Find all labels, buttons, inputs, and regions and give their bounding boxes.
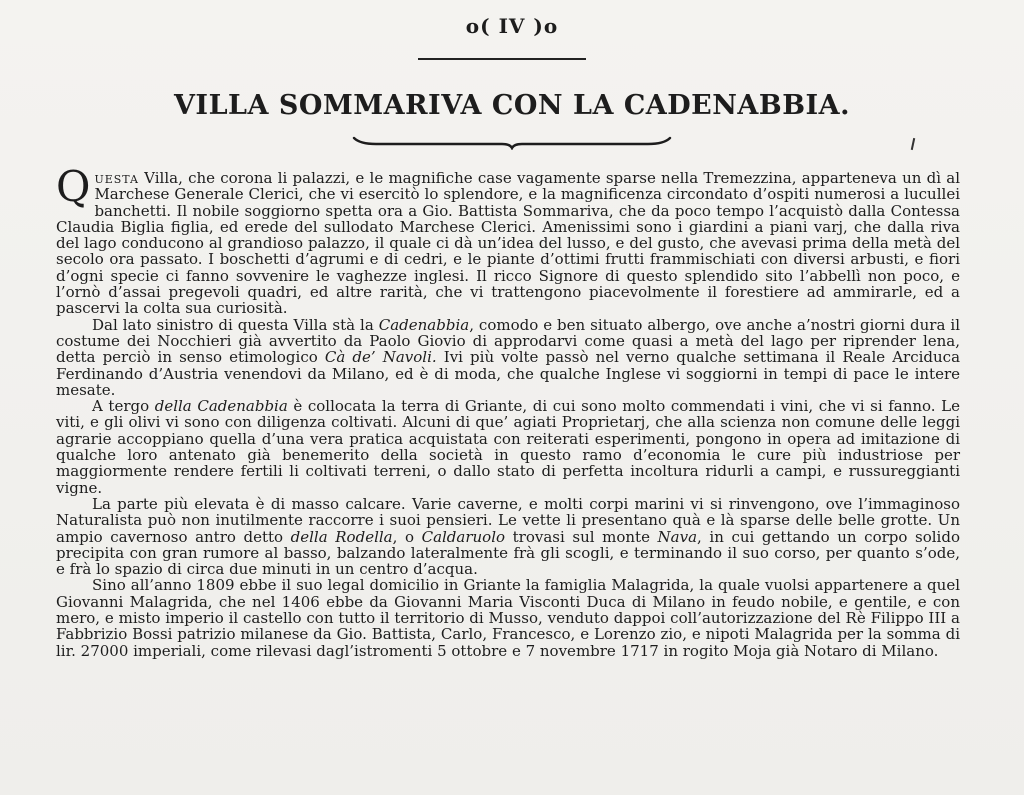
paragraph-3-text-b: è collocata la terra di Griante, di cui sono molto commendati i vini, che vi si fanno. Le viti, e gli olivi vi sono con diligenza coltivati. Alcuni di que’ agiati Proprietarj, che alla scienza non comune delle leggi agrarie accoppiano quella d’una vera pratica acquistata con reiterati esperimenti, pongono in opera ad imitazione di qualche loro antenato già benemerito della società in questo ramo d’economia le cure più industriose per maggiormente rendere fertili li coltivati terreni, o dallo stato di perfetta incoltura ridurli a campi, e russureggianti vigne. [56,397,961,497]
paragraph-1-text: Villa, che corona li palazzi, e le magnifiche case vagamente sparse nella Tremezzina, apparteneva un dì al Marchese Generale Clerici, che vi esercitò lo splendore, e la magnificenza circondato d’ospiti numerosi a lucullei banchetti. Il nobile soggiorno spetta ora a Gio. Battista Sommariva, che da poco tempo l’acquistò dalla Contessa Claudia Biglia figlia, ed erede del sullodato Marchese Clerici. Amenissimi sono i giardini a piani varj, che dalla riva del lago conducono al grandioso palazzo, il quale ci dà un’idea del lusso, e del gusto, che avevasi prima della metà del secolo ora passato. I boschetti d’agrumi e di cedri, e le piante d’ottimi frutti frammischiati con diversi arbusti, e fiori d’ogni specie ci fanno sovvenire le vaghezze inglesi. Il ricco Signore di questo splendido sito l’abbellì non poco, e l’ornò d’assai pregevoli quadri, ed altre rarità, che vi trattengono piacevolmente il forestiere ad ammirarle, ed a pascervi la colta sua curiosità. [56,169,960,318]
paragraph-5 [56,577,960,658]
italic-cadenabbia: Cadenabbia [378,315,470,334]
paragraph-2-text-a: Dal lato sinistro di questa Villa stà la [92,315,379,334]
paragraph-3-text-a: A tergo [92,397,155,416]
page-number: o( IV )o [465,14,559,38]
paragraph-4-text-b: , o [392,527,422,546]
italic-ca-de-navoli: Cà de’ Navoli. [324,348,437,367]
paragraph-5-text: Sino all’anno 1809 ebbe il suo legal domicilio in Griante la famiglia Malagrida, la quale vuolsi appartenere a quel Giovanni Malagrida, che nel 1406 ebbe da Giovanni Maria Visconti Duca di Milano in feudo nobile, e gentile, e con mero, e misto imperio il castello con tutto il territorio di Musso, venduto dappoi coll’autorizzazione del Rè Filippo III a Fabbrizio Bossi patrizio milanese da Gio. Battista, Carlo, Francesco, e Lorenzo zio, e nipoti Malagrida per la somma di lir. 27000 imperiali, come rilevasi dagl’istromenti 5 ottobre e 7 novembre 1717 in rogito Moja già Notaro di Milano. [56,576,960,660]
paragraph-4 [56,496,960,577]
paragraph-2 [56,317,960,398]
drop-cap: Q [56,162,91,211]
stray-ink-mark [911,138,915,150]
paragraph-1 [56,162,960,318]
italic-nava: Nava [657,527,698,546]
italic-della-cadenabbia: della Cadenabbia [154,397,288,416]
opening-small-caps: uesta [94,169,139,187]
paragraph-4-text-d: , in cui gettando un corpo solido precipita con gran rumore al basso, balzando lateralmente frà gli scogli, e terminando il suo corso, per quanto s’ode, e frà lo spazio di circa due minuti in un centro d’acqua. [56,527,960,579]
paragraph-3 [56,398,960,496]
page-title: VILLA SOMMARIVA CON LA CADENABBIA. [173,90,850,121]
paragraph-2-text-b: , comodo e ben situato albergo, ove anche a’nostri giorni dura il costume dei Nocchieri già avvertito da Paolo Giovio di approdarvi come quasi a metà del lago per riprender lena, detta perciò in senso etimologico [56,315,960,367]
title-ornament [352,134,672,150]
paragraph-4-text-c: trovasi sul monte [505,527,658,546]
paragraph-4-text-a: La parte più elevata è di masso calcare. Varie caverne, e molti corpi marini vi si rinvengono, ove l’immaginoso Naturalista può non inutilmente raccorre i suoi pensieri. Le vette li presentano quà e là sparse delle belle grotte. Un ampio cavernoso antro detto [56,494,960,546]
article-body [56,162,961,660]
italic-della-rodella: della Rodella [290,527,393,546]
page-number-rule [418,58,586,60]
paragraph-2-text-c: Ivi più volte passò nel verno qualche settimana il Reale Arciduca Ferdinando d’Austria venendovi da Milano, ed è di moda, che qualche Inglese vi soggiorni in tempi di pace le intere mesate. [56,348,961,399]
italic-caldaruolo: Caldaruolo [421,527,506,546]
